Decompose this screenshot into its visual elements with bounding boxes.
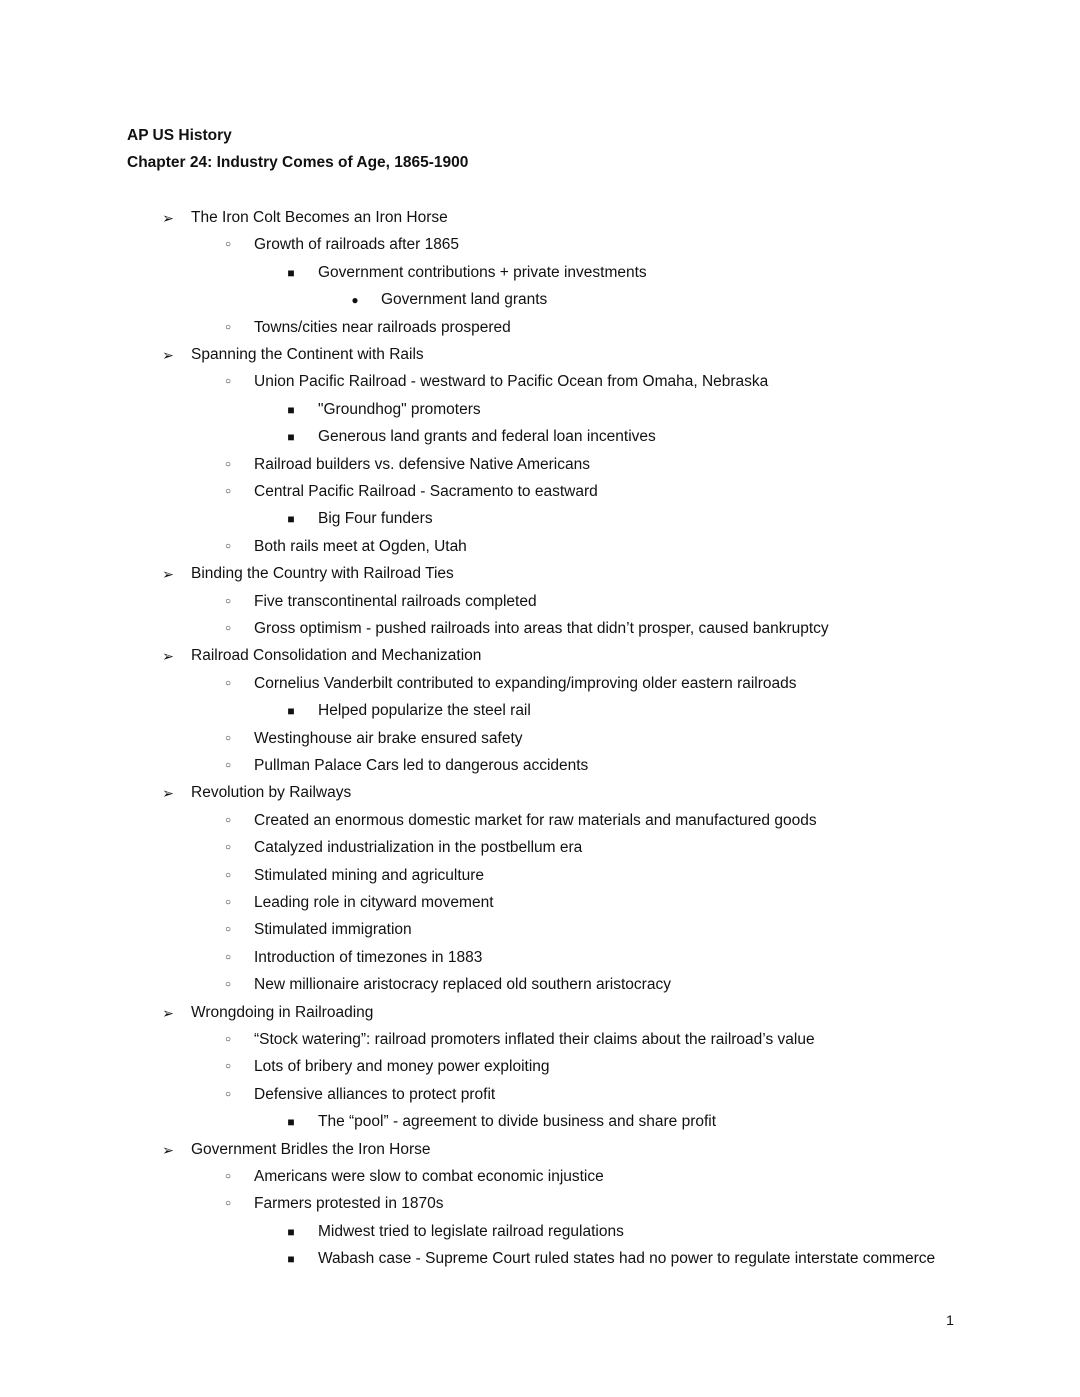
outline-item-text: Binding the Country with Railroad Ties bbox=[191, 565, 454, 583]
outline-item-text: Gross optimism - pushed railroads into areas that didn’t prosper, caused bankruptcy bbox=[254, 620, 829, 637]
hollow-circle-bullet-icon: ○ bbox=[224, 321, 232, 333]
outline-item-text: Generous land grants and federal loan incentives bbox=[318, 428, 656, 446]
outline-item-text: Created an enormous domestic market for raw materials and manufactured goods bbox=[254, 811, 817, 829]
hollow-circle-bullet-icon: ○ bbox=[224, 1198, 232, 1210]
hollow-circle-bullet-icon: ○ bbox=[224, 1088, 232, 1100]
outline-item-text: The “pool” - agreement to divide business and share profit bbox=[318, 1113, 717, 1131]
filled-circle-bullet-icon: ● bbox=[351, 293, 359, 308]
outline-item-text: “Stock watering”: railroad promoters inflated their claims about the railroad’s value bbox=[254, 1031, 815, 1048]
outline-item-text: Wrongdoing in Railroading bbox=[191, 1003, 374, 1021]
outline-item-text: Government contributions + private investments bbox=[318, 263, 647, 281]
outline-item-text: New millionaire aristocracy replaced old southern aristocracy bbox=[254, 976, 671, 994]
outline-item-text: Cornelius Vanderbilt contributed to expanding/improving older eastern railroads bbox=[254, 674, 797, 692]
arrow-bullet-icon: ➢ bbox=[162, 347, 174, 363]
hollow-circle-bullet-icon: ○ bbox=[224, 924, 232, 936]
outline-item-text: Midwest tried to legislate railroad regulations bbox=[318, 1222, 624, 1240]
outline-item-text: Revolution by Railways bbox=[191, 784, 352, 802]
outline-item-text: Introduction of timezones in 1883 bbox=[254, 948, 483, 966]
arrow-bullet-icon: ➢ bbox=[162, 566, 174, 583]
hollow-circle-bullet-icon: ○ bbox=[224, 595, 232, 607]
outline-item-text: Catalyzed industrialization in the postbellum era bbox=[254, 839, 583, 857]
outline-item-text: Central Pacific Railroad - Sacramento to eastward bbox=[254, 483, 598, 500]
outline-item-text: Union Pacific Railroad - westward to Pacific Ocean from Omaha, Nebraska bbox=[254, 373, 769, 391]
square-bullet-icon: ■ bbox=[287, 430, 295, 445]
outline-item-text: Both rails meet at Ogden, Utah bbox=[254, 537, 467, 555]
outline-item-text: Leading role in cityward movement bbox=[254, 894, 494, 911]
outline-item-text: Spanning the Continent with Rails bbox=[191, 346, 424, 363]
square-bullet-icon: ■ bbox=[287, 512, 295, 527]
square-bullet-icon: ■ bbox=[287, 1224, 295, 1239]
hollow-circle-bullet-icon: ○ bbox=[224, 458, 232, 470]
outline-item-text: Stimulated mining and agriculture bbox=[254, 866, 485, 884]
hollow-circle-bullet-icon: ○ bbox=[224, 869, 232, 881]
arrow-bullet-icon: ➢ bbox=[162, 1141, 174, 1158]
hollow-circle-bullet-icon: ○ bbox=[224, 540, 232, 552]
hollow-circle-bullet-icon: ○ bbox=[224, 732, 232, 744]
outline-item-text: Americans were slow to combat economic injustice bbox=[254, 1168, 604, 1185]
page-number: 1 bbox=[946, 1312, 954, 1328]
hollow-circle-bullet-icon: ○ bbox=[224, 760, 232, 771]
hollow-circle-bullet-icon: ○ bbox=[224, 1171, 232, 1182]
square-bullet-icon: ■ bbox=[287, 402, 295, 417]
hollow-circle-bullet-icon: ○ bbox=[224, 623, 232, 634]
outline-item-text: Railroad builders vs. defensive Native Americans bbox=[254, 455, 590, 473]
outline-item-text: Towns/cities near railroads prospered bbox=[254, 318, 511, 336]
hollow-circle-bullet-icon: ○ bbox=[224, 486, 232, 497]
outline-item-text: Helped popularize the steel rail bbox=[318, 702, 531, 720]
hollow-circle-bullet-icon: ○ bbox=[224, 897, 232, 908]
arrow-bullet-icon: ➢ bbox=[162, 1004, 174, 1021]
square-bullet-icon: ■ bbox=[287, 1115, 295, 1130]
hollow-circle-bullet-icon: ○ bbox=[224, 376, 232, 388]
outline-item-text: Railroad Consolidation and Mechanization bbox=[191, 647, 482, 665]
arrow-bullet-icon: ➢ bbox=[162, 785, 174, 802]
outline-item-text: The Iron Colt Becomes an Iron Horse bbox=[191, 209, 448, 226]
outline-item-text: Five transcontinental railroads completed bbox=[254, 592, 537, 610]
outline-item-text: Big Four funders bbox=[318, 510, 433, 528]
outline-item-text: Defensive alliances to protect profit bbox=[254, 1085, 496, 1103]
hollow-circle-bullet-icon: ○ bbox=[224, 979, 232, 991]
hollow-circle-bullet-icon: ○ bbox=[224, 951, 232, 963]
arrow-bullet-icon: ➢ bbox=[162, 210, 174, 226]
document-subtitle: Chapter 24: Industry Comes of Age, 1865-1900 bbox=[127, 154, 469, 171]
outline-item-text: Westinghouse air brake ensured safety bbox=[254, 729, 523, 747]
outline-item-text: Pullman Palace Cars led to dangerous accidents bbox=[254, 757, 589, 774]
arrow-bullet-icon: ➢ bbox=[162, 648, 174, 665]
hollow-circle-bullet-icon: ○ bbox=[224, 1061, 232, 1073]
outline-item-text: Government Bridles the Iron Horse bbox=[191, 1140, 431, 1158]
hollow-circle-bullet-icon: ○ bbox=[224, 239, 232, 251]
outline-item-text: Lots of bribery and money power exploiting bbox=[254, 1058, 550, 1076]
square-bullet-icon: ■ bbox=[287, 704, 295, 719]
hollow-circle-bullet-icon: ○ bbox=[224, 1034, 232, 1045]
hollow-circle-bullet-icon: ○ bbox=[224, 814, 232, 826]
square-bullet-icon: ■ bbox=[287, 1252, 295, 1267]
outline-item-text: "Groundhog" promoters bbox=[318, 400, 481, 418]
outline-item-text: Farmers protested in 1870s bbox=[254, 1195, 444, 1213]
outline-item-text: Growth of railroads after 1865 bbox=[254, 236, 460, 254]
square-bullet-icon: ■ bbox=[287, 265, 295, 280]
outline-item-text: Government land grants bbox=[381, 291, 548, 309]
document-title: AP US History bbox=[127, 127, 232, 144]
outline-item-text: Stimulated immigration bbox=[254, 921, 412, 939]
hollow-circle-bullet-icon: ○ bbox=[224, 677, 232, 689]
outline-item-text: Wabash case - Supreme Court ruled states had no power to regulate interstate commerce bbox=[318, 1250, 936, 1268]
hollow-circle-bullet-icon: ○ bbox=[224, 842, 232, 854]
